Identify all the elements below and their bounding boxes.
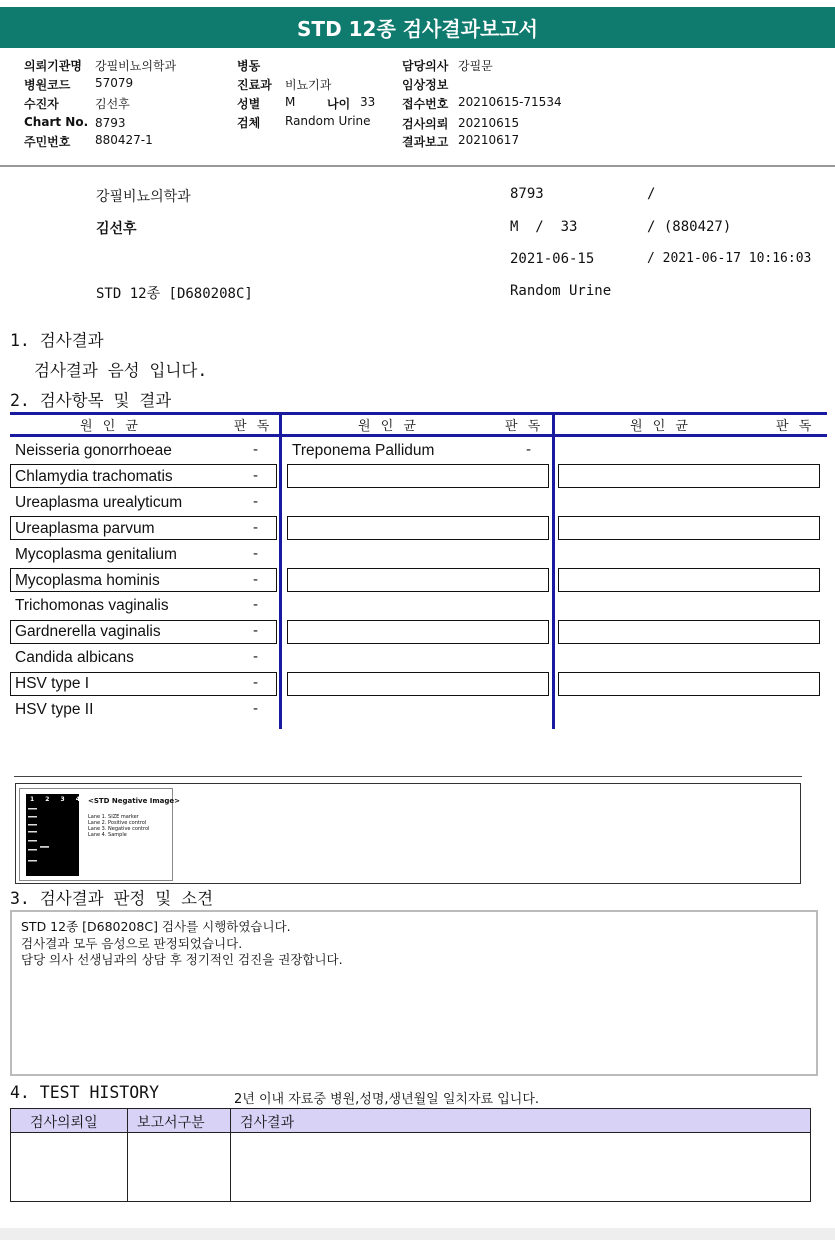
organism-name: Neisseria gonorrhoeae <box>15 442 172 459</box>
th-organism-1: 원 인 균 <box>80 419 141 434</box>
value-doctor: 강필문 <box>458 59 493 73</box>
organism-result: - <box>253 649 259 665</box>
lane-number: 2 <box>45 796 50 803</box>
section1-title: 1. 검사결과 <box>10 331 104 350</box>
th-organism-2: 원 인 균 <box>358 419 419 434</box>
marker-band <box>28 840 37 842</box>
label-age: 나이 <box>327 97 351 111</box>
th-organism-3: 원 인 균 <box>630 419 691 434</box>
organism-result: - <box>253 442 259 458</box>
organism-name: HSV type II <box>15 701 94 718</box>
value-receipt-no: 20210615-71534 <box>458 95 562 109</box>
top-strip <box>0 0 835 7</box>
summary-report-datetime: / 2021-06-17 10:16:03 <box>647 251 812 266</box>
organism-result: - <box>253 623 259 639</box>
summary-chart: 8793 <box>510 186 544 202</box>
footer-strip <box>0 1228 835 1240</box>
history-col-result: 검사결과 <box>240 1115 295 1131</box>
lane-number: 4 <box>75 796 80 803</box>
organism-name: Trichomonas vaginalis <box>15 597 169 614</box>
history-col-request-date: 검사의뢰일 <box>30 1115 98 1131</box>
comment-text <box>21 919 343 969</box>
history-col-divider <box>127 1108 128 1202</box>
organism-result: - <box>253 572 259 588</box>
value-age: 33 <box>360 95 376 109</box>
label-chart-no: Chart No. <box>24 115 89 129</box>
organism-name: HSV type I <box>15 675 90 692</box>
history-note: 2년 이내 자료중 병원,성명,생년월일 일치자료 입니다. <box>234 1092 540 1107</box>
gel-legend <box>88 814 149 838</box>
organism-name: Treponema Pallidum <box>292 442 435 459</box>
positive-band <box>40 846 49 848</box>
table-divider-2 <box>552 412 555 729</box>
row-box <box>558 672 820 696</box>
value-patient: 김선후 <box>95 97 130 111</box>
gel-legend-item: Lane 3. Negative control <box>88 826 150 832</box>
organism-name: Mycoplasma hominis <box>15 572 160 589</box>
marker-band <box>28 808 37 810</box>
label-department: 진료과 <box>237 78 272 92</box>
marker-band <box>28 831 37 833</box>
row-box <box>558 516 820 540</box>
label-hospital-code: 병원코드 <box>24 78 71 92</box>
summary-birth: / (880427) <box>647 219 732 235</box>
marker-band <box>28 849 37 851</box>
label-specimen: 검체 <box>237 116 261 130</box>
row-box <box>287 516 549 540</box>
history-table-header <box>10 1108 811 1133</box>
comment-line: STD 12종 [D680208C] 검사를 시행하였습니다. <box>21 919 291 934</box>
th-judgement-3: 판 독 <box>776 419 815 434</box>
gel-legend-item: Lane 1. SIZE marker <box>88 814 139 820</box>
organism-result: - <box>253 468 259 484</box>
row-box <box>558 568 820 592</box>
gel-bands <box>26 794 79 876</box>
summary-request-date: 2021-06-15 <box>510 251 595 267</box>
value-request-date: 20210615 <box>458 116 520 130</box>
summary-name: 김선후 <box>96 221 137 237</box>
value-chart-no: 8793 <box>95 116 126 130</box>
report-title: STD 12종 검사결과보고서 <box>0 7 835 48</box>
th-judgement-2: 판 독 <box>505 419 544 434</box>
value-sex: M <box>285 95 296 109</box>
lane-number: 1 <box>30 796 35 803</box>
value-hospital-code: 57079 <box>95 76 134 90</box>
row-box <box>287 620 549 644</box>
organism-name: Ureaplasma parvum <box>15 520 155 537</box>
label-ward: 병동 <box>237 59 261 73</box>
label-clinical-info: 임상정보 <box>402 78 449 92</box>
value-resident-no: 880427-1 <box>95 133 153 147</box>
marker-band <box>28 860 37 862</box>
value-institution: 강필비뇨의학과 <box>95 59 177 73</box>
summary-specimen: Random Urine <box>510 283 612 299</box>
section2-title: 2. 검사항목 및 결과 <box>10 391 172 410</box>
row-box <box>287 464 549 488</box>
row-box <box>558 620 820 644</box>
organism-result: - <box>253 494 259 510</box>
label-patient: 수진자 <box>24 97 59 111</box>
value-report-date: 20210617 <box>458 133 520 147</box>
organism-result: - <box>253 546 259 562</box>
row-box <box>287 568 549 592</box>
section3-title: 3. 검사결과 판정 및 소견 <box>10 889 214 908</box>
gel-legend-item: Lane 4. Sample <box>88 832 127 838</box>
summary-sex-age: M / 33 <box>510 219 578 235</box>
section4-title: 4. TEST HISTORY <box>10 1083 160 1102</box>
marker-band <box>28 816 37 818</box>
summary-test-name: STD 12종 [D680208C] <box>96 286 253 302</box>
history-col-divider <box>230 1108 231 1202</box>
organism-result: - <box>253 520 259 536</box>
organism-name: Gardnerella vaginalis <box>15 623 161 640</box>
label-institution: 의뢰기관명 <box>24 59 82 73</box>
label-report-date: 결과보고 <box>402 135 449 149</box>
comment-line: 담당 의사 선생님과의 상담 후 정기적인 검진을 권장합니다. <box>21 952 343 967</box>
label-sex: 성별 <box>237 97 261 111</box>
summary-slash: / <box>647 186 656 202</box>
th-judgement-1: 판 독 <box>234 419 273 434</box>
organism-name: Mycoplasma genitalium <box>15 546 177 563</box>
table-divider-1 <box>279 412 282 729</box>
gel-lane-numbers <box>30 796 80 803</box>
comment-line: 검사결과 모두 음성으로 판정되었습니다. <box>21 935 243 951</box>
row-box <box>558 464 820 488</box>
label-receipt-no: 접수번호 <box>402 97 449 111</box>
label-request-date: 검사의뢰 <box>402 117 449 131</box>
organism-name: Candida albicans <box>15 649 134 666</box>
history-col-report-type: 보고서구분 <box>137 1115 205 1131</box>
gel-title: <STD Negative Image> <box>88 797 181 805</box>
value-specimen: Random Urine <box>285 114 371 128</box>
organism-result: - <box>253 675 259 691</box>
lane-number: 3 <box>60 796 65 803</box>
table-header-border <box>10 434 827 437</box>
marker-band <box>28 824 37 826</box>
organism-result: - <box>253 701 259 717</box>
section1-result: 검사결과 음성 입니다. <box>34 361 208 380</box>
separator-line <box>14 776 802 777</box>
label-doctor: 담당의사 <box>402 59 449 73</box>
organism-name: Ureaplasma urealyticum <box>15 494 183 511</box>
organism-result: - <box>526 442 532 458</box>
organism-name: Chlamydia trachomatis <box>15 468 173 485</box>
row-box <box>287 672 549 696</box>
organism-result: - <box>253 597 259 613</box>
summary-clinic: 강필비뇨의학과 <box>96 189 191 205</box>
value-department: 비뇨기과 <box>285 78 332 92</box>
label-resident-no: 주민번호 <box>24 135 71 149</box>
gel-legend-item: Lane 2. Positive control <box>88 820 147 826</box>
